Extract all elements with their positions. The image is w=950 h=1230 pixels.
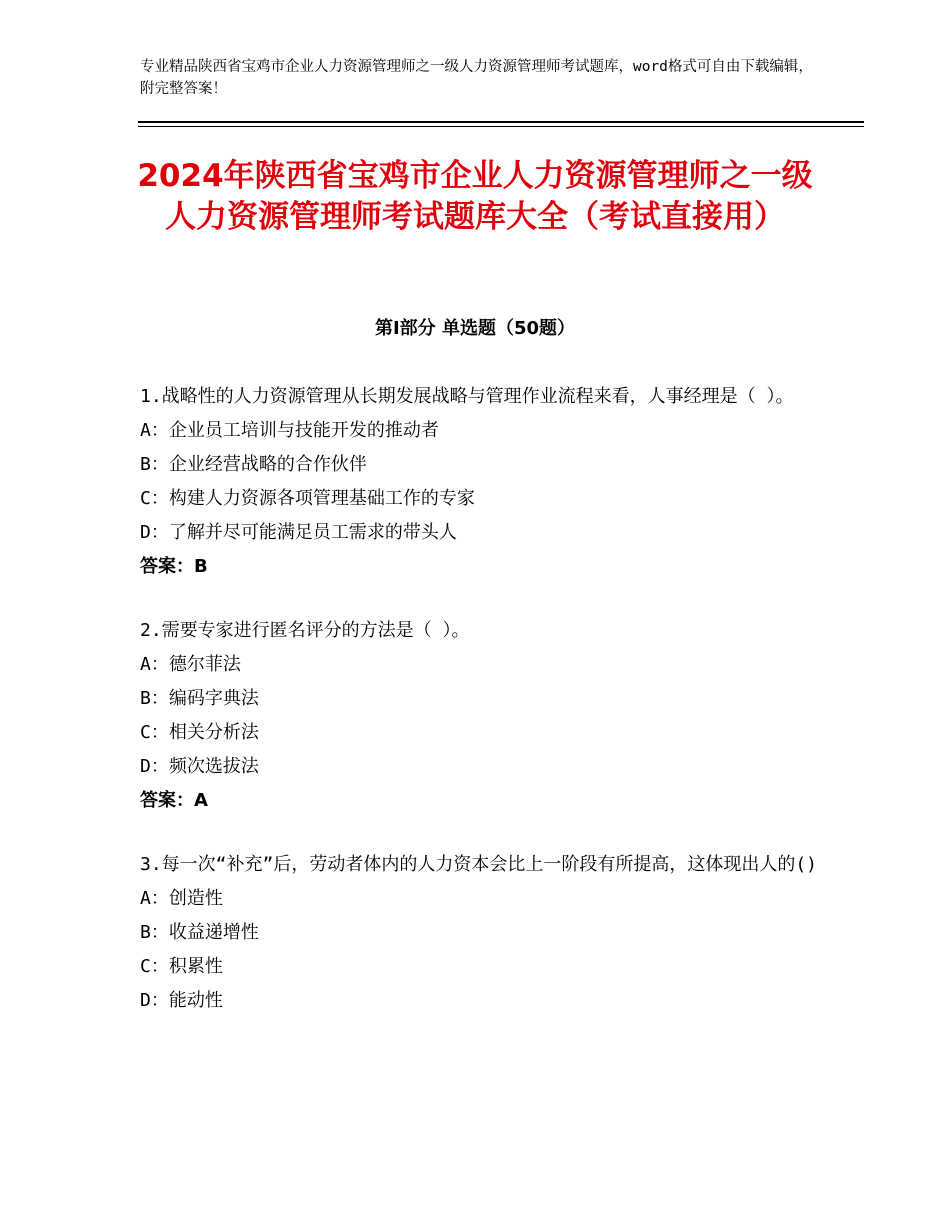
- header-rule-thick: [138, 121, 864, 123]
- question-text: 2.需要专家进行匿名评分的方法是（ ）。: [140, 620, 470, 641]
- section-title: 第Ⅰ部分 单选题（50题）: [374, 318, 575, 339]
- option-b: B：收益递增性: [140, 922, 259, 943]
- option-c: C：积累性: [140, 956, 223, 977]
- question-text: 1.战略性的人力资源管理从长期发展战略与管理作业流程来看，人事经理是（ ）。: [140, 386, 794, 407]
- question-1: [140, 380, 820, 584]
- header-note: 专业精品陕西省宝鸡市企业人力资源管理师之一级人力资源管理师考试题库，word格式可自由下载编辑，附完整答案！: [140, 59, 813, 97]
- option-a: A：创造性: [140, 888, 223, 909]
- question-2: [140, 614, 820, 818]
- option-a: A：德尔菲法: [140, 654, 241, 675]
- option-b: B：编码字典法: [140, 688, 259, 709]
- option-c: C：相关分析法: [140, 722, 259, 743]
- answer: 答案：A: [140, 790, 208, 811]
- answer: 答案：B: [140, 556, 208, 577]
- header-rule-thin: [138, 126, 864, 127]
- option-b: B：企业经营战略的合作伙伴: [140, 454, 367, 475]
- option-d: D：频次选拔法: [140, 756, 259, 777]
- question-list: [140, 380, 820, 1048]
- option-d: D：能动性: [140, 990, 223, 1011]
- option-c: C：构建人力资源各项管理基础工作的专家: [140, 488, 475, 509]
- question-text: 3.每一次“补充”后，劳动者体内的人力资本会比上一阶段有所提高，这体现出人的(): [140, 854, 818, 875]
- question-3: [140, 848, 820, 1018]
- option-d: D：了解并尽可能满足员工需求的带头人: [140, 522, 457, 543]
- document-title: 2024年陕西省宝鸡市企业人力资源管理师之一级人力资源管理师考试题库大全（考试直接用）: [137, 158, 813, 235]
- option-a: A：企业员工培训与技能开发的推动者: [140, 420, 439, 441]
